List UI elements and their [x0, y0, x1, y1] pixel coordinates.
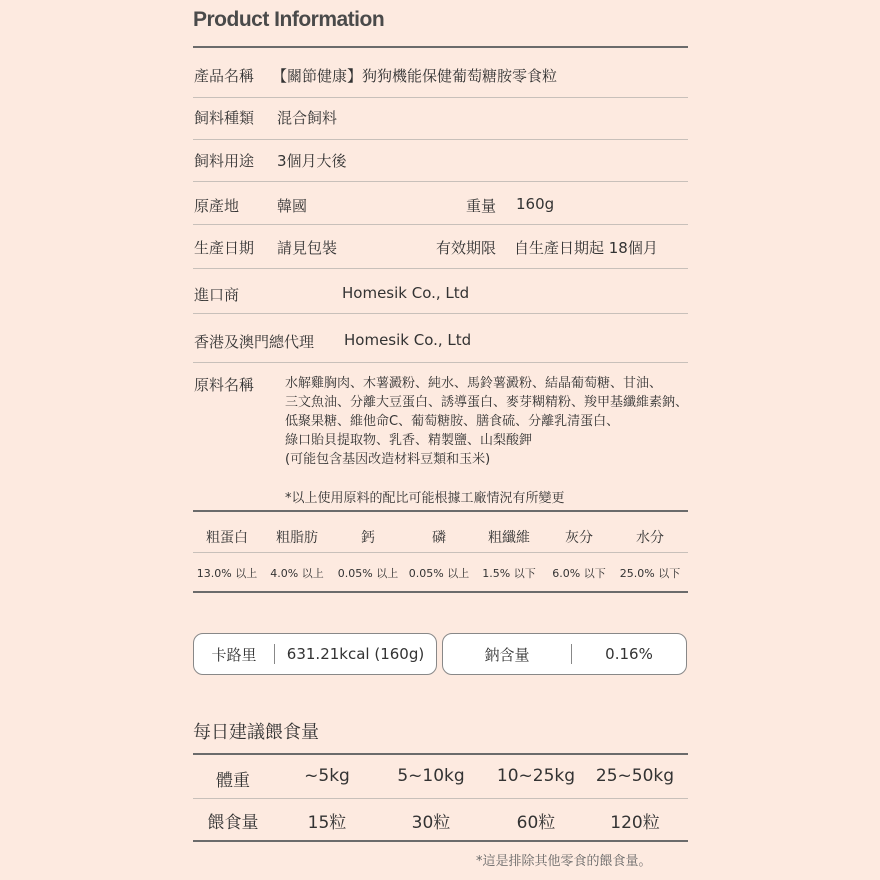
- weight-header: 體重: [216, 771, 250, 791]
- divider: [193, 362, 688, 363]
- feeding-note: *這是排除其他零食的餵食量。: [476, 854, 652, 869]
- nutrition-header: 粗脂肪: [276, 530, 318, 546]
- ingredients-line: 三文魚油、分離大豆蛋白、誘導蛋白、麥芽糊精粉、羧甲基纖維素鈉、: [285, 395, 689, 410]
- amount-cell: 120粒: [610, 813, 660, 833]
- divider: [193, 313, 688, 314]
- nutrition-header: 水分: [636, 530, 664, 546]
- nutrition-header: 灰分: [565, 530, 593, 546]
- ingredients-label: 原料名稱: [194, 376, 255, 394]
- ingredients-list: [285, 374, 688, 469]
- weight-cell: 10~25kg: [496, 766, 576, 786]
- nutrition-value: 25.0% 以下: [619, 567, 681, 580]
- mfg-date-label: 生產日期: [194, 239, 255, 257]
- ingredients-line: 水解雞胸肉、木薯澱粉、純水、馬鈴薯澱粉、結晶葡萄糖、甘油、: [285, 376, 663, 391]
- nutrition-value: 13.0% 以上: [196, 567, 258, 580]
- divider: [193, 591, 688, 593]
- divider: [193, 753, 688, 755]
- weight-cell: 25~50kg: [595, 766, 675, 786]
- agent-value: Homesik Co., Ltd: [344, 331, 472, 349]
- sodium-box: [442, 633, 687, 675]
- expiry-label: 有效期限: [436, 239, 497, 257]
- feed-use-label: 飼料用途: [194, 152, 255, 170]
- ingredients-line: 低聚果糖、維他命C、葡萄糖胺、膳食硫、分離乳清蛋白、: [285, 414, 620, 429]
- weight-label: 重量: [466, 197, 497, 215]
- amount-cell: 60粒: [516, 813, 556, 833]
- nutrition-header: 磷: [432, 530, 446, 546]
- mfg-date-value: 請見包裝: [277, 239, 338, 257]
- amount-header: 餵食量: [207, 813, 259, 833]
- nutrition-header: 鈣: [361, 530, 375, 546]
- divider: [193, 97, 688, 98]
- weight-cell: ~5kg: [304, 766, 350, 786]
- nutrition-value: 0.05% 以上: [408, 567, 470, 580]
- weight-cell: 5~10kg: [397, 766, 465, 786]
- sodium-label: 鈉含量: [484, 645, 530, 664]
- nutrition-header: 粗纖維: [488, 530, 530, 546]
- divider: [193, 798, 688, 799]
- product-name-label: 產品名稱: [194, 67, 255, 85]
- expiry-value: 自生產日期起 18個月: [514, 239, 658, 257]
- feeding-title: 每日建議餵食量: [193, 722, 319, 743]
- origin-value: 韓國: [277, 197, 308, 215]
- amount-cell: 15粒: [307, 813, 347, 833]
- page-title: Product Information: [193, 8, 385, 31]
- calories-value: 631.21kcal (160g): [286, 645, 425, 663]
- divider: [193, 840, 688, 842]
- ingredients-note: *以上使用原料的配比可能根據工廠情況有所變更: [285, 491, 565, 506]
- feed-type-value: 混合飼料: [277, 109, 338, 127]
- origin-label: 原產地: [194, 197, 240, 215]
- nutrition-value: 4.0% 以上: [270, 567, 324, 580]
- divider: [193, 552, 688, 553]
- calories-box: [193, 633, 437, 675]
- divider: [193, 46, 688, 48]
- divider: [193, 268, 688, 269]
- divider: [193, 510, 688, 512]
- importer-label: 進口商: [194, 286, 240, 304]
- product-name-value: 【關節健康】狗狗機能保健葡萄糖胺零食粒: [272, 67, 558, 85]
- divider: [193, 139, 688, 140]
- feed-use-value: 3個月大後: [277, 152, 347, 170]
- divider: [193, 224, 688, 225]
- nutrition-header: 粗蛋白: [206, 530, 248, 546]
- amount-cell: 30粒: [411, 813, 451, 833]
- importer-value: Homesik Co., Ltd: [342, 284, 470, 302]
- feed-type-label: 飼料種類: [194, 109, 255, 127]
- weight-value: 160g: [516, 195, 555, 213]
- nutrition-value: 0.05% 以上: [337, 567, 399, 580]
- agent-label: 香港及澳門總代理: [194, 333, 315, 351]
- calories-label: 卡路里: [211, 645, 257, 664]
- divider: [193, 181, 688, 182]
- sodium-value: 0.16%: [605, 645, 653, 663]
- nutrition-value: 6.0% 以下: [552, 567, 606, 580]
- ingredients-line: (可能包含基因改造材料豆類和玉米): [285, 452, 491, 467]
- nutrition-value: 1.5% 以下: [482, 567, 536, 580]
- ingredients-line: 綠口貽貝提取物、乳香、精製鹽、山梨酸鉀: [285, 433, 533, 448]
